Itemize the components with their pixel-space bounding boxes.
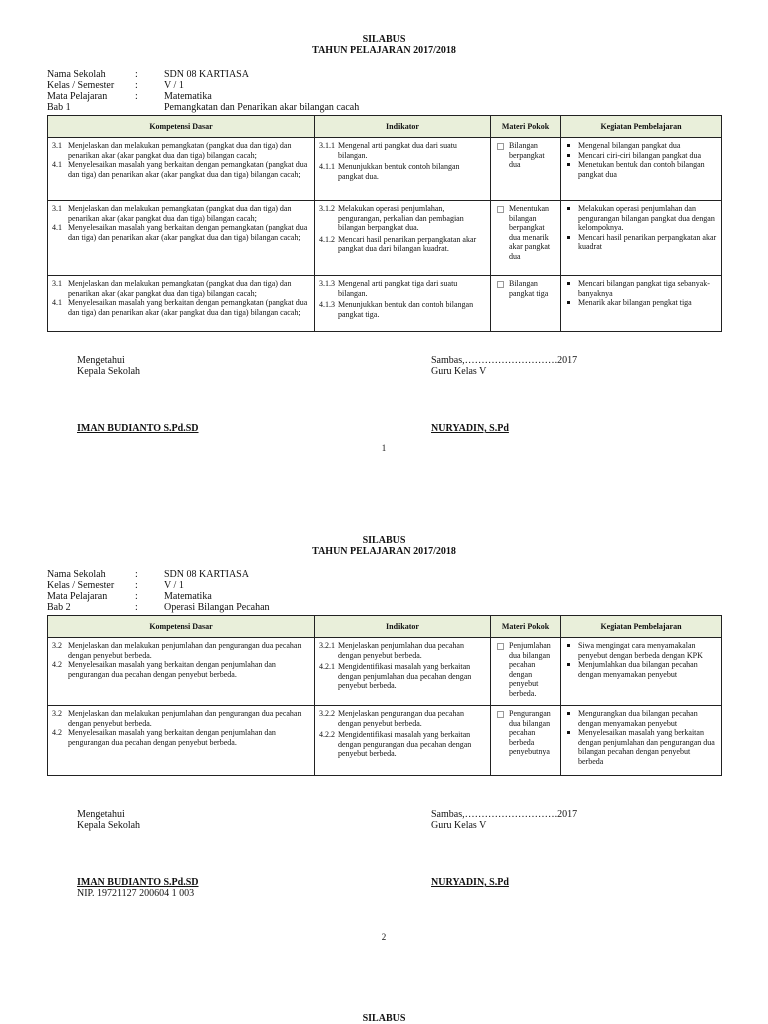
page-subtitle: TAHUN PELAJARAN 2017/2018 — [312, 45, 456, 56]
table-header: Materi Pokok — [491, 616, 561, 638]
indikator-cell: 3.2.2 Menjelaskan pengurangan dua pecahan dengan penyebut berbeda. 4.2.2 Mengidentifikasi masalah yang berkaitan dengan pengurangan dua pecahan dengan penyebut berbeda. — [315, 706, 491, 776]
kompetensi-cell: 3.2 Menjelaskan dan melakukan penjumlahan dan pengurangan dua pecahan dengan penyebut berbeda. 4.2 Menyelesaikan masalah yang berkaitan dengan penjumlahan dan pengurangan dua pecahan dengan penyebut berbeda. — [48, 706, 315, 776]
indikator-cell: 3.1.1 Mengenal arti pangkat dua dari suatu bilangan. 4.1.1 Menunjukkan bentuk contoh bilangan pangkat dua. — [315, 138, 491, 201]
bullet-icon — [567, 731, 570, 734]
bullet-icon — [567, 144, 570, 147]
info-label: Bab 2 — [47, 602, 71, 613]
list-item: Mencari hasil penarikan perpangkatan akar kuadrat — [565, 233, 717, 252]
kegiatan-cell — [561, 638, 722, 706]
materi-cell: Pengurangan dua bilangan pecahan berbeda penyebutnya — [491, 706, 561, 776]
table-header: Indikator — [315, 616, 491, 638]
page-title: SILABUS — [362, 535, 406, 546]
checkbox-icon — [497, 643, 504, 650]
signature-left: Mengetahui Kepala Sekolah — [77, 809, 141, 831]
list-item: Menarik akar bilangan pengkat tiga — [565, 298, 717, 308]
teacher-name: NURYADIN, S.Pd — [431, 423, 509, 434]
syllabus-table — [47, 615, 722, 776]
indikator-cell: 3.1.3 Mengenal arti pangkat tiga dari suatu bilangan. 4.1.3 Menunjukkan bentuk dan contoh bilangan pangkat tiga. — [315, 276, 491, 332]
checkbox-icon — [497, 711, 504, 718]
syllabus-table — [47, 115, 722, 332]
list-item: Siwa mengingat cara menyamakalan penyebut dengan berbeda dengan KPK — [565, 641, 717, 660]
page-title: SILABUS — [362, 34, 406, 45]
headmaster-nip: NIP. 19721127 200604 1 003 — [77, 888, 195, 899]
list-item: Menetukan bentuk dan contoh bilangan pangkat dua — [565, 160, 717, 179]
table-header: Kompetensi Dasar — [48, 616, 315, 638]
bullet-icon — [567, 207, 570, 210]
table-header: Kompetensi Dasar — [48, 116, 315, 138]
checkbox-icon — [497, 281, 504, 288]
info-value: Pemangkatan dan Penarikan akar bilangan cacah — [164, 102, 360, 113]
bullet-icon — [567, 712, 570, 715]
info-label: Kelas / Semester — [47, 80, 115, 91]
teacher-name: NURYADIN, S.Pd — [431, 877, 509, 888]
kegiatan-cell — [561, 138, 722, 201]
info-label: Mata Pelajaran — [47, 591, 108, 602]
info-value: V / 1 — [164, 80, 184, 91]
info-value: V / 1 — [164, 580, 184, 591]
page-number: 1 — [381, 443, 387, 453]
bullet-icon — [567, 301, 570, 304]
indikator-cell: 3.1.2 Melakukan operasi penjumlahan, pengurangan, perkalian dan pembagian bilangan berpangkat dua. 4.1.2 Mencari hasil penarikan perpangkatan akar pangkat dua dari bilangan kuadrat. — [315, 201, 491, 276]
materi-cell: Bilangan berpangkat dua — [491, 138, 561, 201]
signature-left: Mengetahui Kepala Sekolah — [77, 355, 141, 377]
kegiatan-cell — [561, 201, 722, 276]
signature-right: Sambas,……………………….2017 Guru Kelas V — [431, 809, 578, 831]
table-header: Indikator — [315, 116, 491, 138]
info-label: Nama Sekolah — [47, 569, 106, 580]
table-row — [48, 638, 722, 706]
materi-cell: Bilangan pangkat tiga — [491, 276, 561, 332]
info-value: SDN 08 KARTIASA — [164, 69, 249, 80]
table-row — [48, 276, 722, 332]
info-value: SDN 08 KARTIASA — [164, 569, 249, 580]
list-item: Mengenal bilangan pangkat dua — [565, 141, 717, 151]
kompetensi-cell: 3.1 Menjelaskan dan melakukan pemangkatan (pangkat dua dan tiga) dan penarikan akar (akar pangkat dua dan tiga) bilangan cacah; 4.1 Menyelesaikan masalah yang berkaitan dengan pemangkatan (pangkat dua dan tiga) dan penarikan akar (akar pangkat dua dan tiga) bilangan cacah; — [48, 201, 315, 276]
bullet-icon — [567, 663, 570, 666]
info-label: Kelas / Semester — [47, 580, 115, 591]
indikator-cell: 3.2.1 Menjelaskan penjumlahan dua pecahan dengan penyebut berbeda. 4.2.1 Mengidentifikasi masalah yang berkaitan dengan penjumlahan dua pecahan dengan penyebut berbeda. — [315, 638, 491, 706]
table-header: Kegiatan Pembelajaran — [561, 616, 722, 638]
headmaster-block — [77, 877, 199, 899]
bullet-icon — [567, 236, 570, 239]
table-row — [48, 138, 722, 201]
headmaster-name: IMAN BUDIANTO S.Pd.SD — [77, 877, 199, 888]
info-value: Matematika — [164, 91, 212, 102]
signature-right: Sambas,……………………….2017 Guru Kelas V — [431, 355, 578, 377]
list-item: Menyelesaikan masalah yang berkaitan dengan penjumlahan dan pengurangan dua bilangan pecahan dengan penyebut berbeda — [565, 728, 717, 766]
kompetensi-cell: 3.2 Menjelaskan dan melakukan penjumlahan dan pengurangan dua pecahan dengan penyebut berbeda. 4.2 Menyelesaikan masalah yang berkaitan dengan penjumlahan dan pengurangan dua pecahan dengan penyebut berbeda. — [48, 638, 315, 706]
list-item: Mencari ciri-ciri bilangan pangkat dua — [565, 151, 717, 161]
kegiatan-cell — [561, 706, 722, 776]
table-row — [48, 706, 722, 776]
checkbox-icon — [497, 143, 504, 150]
info-label: Nama Sekolah — [47, 69, 106, 80]
info-value: Operasi Bilangan Pecahan — [164, 602, 270, 613]
list-item: Melakukan operasi penjumlahan dan pengurangan bilangan pangkat dua dengan kelompoknya. — [565, 204, 717, 233]
materi-cell: Menentukan bilangan berpangkat dua menarik akar pangkat dua — [491, 201, 561, 276]
identity-block: Nama Sekolah : SDN 08 KARTIASA Kelas / Semester : V / 1 Mata Pelajaran : Matematika Bab 1 Pemangkatan dan Penarikan akar bilangan cacah — [47, 69, 360, 113]
kegiatan-cell — [561, 276, 722, 332]
kompetensi-cell: 3.1 Menjelaskan dan melakukan pemangkatan (pangkat dua dan tiga) dan penarikan akar (akar pangkat dua dan tiga) bilangan cacah; 4.1 Menyelesaikan masalah yang berkaitan dengan pemangkatan (pangkat dua dan tiga) dan penarikan akar (akar pangkat dua dan tiga) bilangan cacah; — [48, 276, 315, 332]
table-row — [48, 201, 722, 276]
info-label: Bab 1 — [47, 102, 71, 113]
table-header: Materi Pokok — [491, 116, 561, 138]
materi-cell: Penjumlahan dua bilangan pecahan dengan penyebut berbeda. — [491, 638, 561, 706]
list-item: Mencari bilangan pangkat tiga sebanyak-banyaknya — [565, 279, 717, 298]
checkbox-icon — [497, 206, 504, 213]
kompetensi-cell: 3.1 Menjelaskan dan melakukan pemangkatan (pangkat dua dan tiga) dan penarikan akar (akar pangkat dua dan tiga) bilangan cacah; 4.1 Menyelesaikan masalah yang berkaitan dengan pemangkatan (pangkat dua dan tiga) dan penarikan akar (akar pangkat dua dan tiga) bilangan cacah; — [48, 138, 315, 201]
bullet-icon — [567, 154, 570, 157]
page-subtitle: TAHUN PELAJARAN 2017/2018 — [312, 546, 456, 557]
list-item: Mengurangkan dua bilangan pecahan dengan menyamakan penyebut — [565, 709, 717, 728]
page-number: 2 — [381, 932, 387, 942]
page-title: SILABUS — [362, 1013, 406, 1024]
bullet-icon — [567, 644, 570, 647]
list-item: Menjumlahkan dua bilangan pecahan dengan menyamakan penyebut — [565, 660, 717, 679]
bullet-icon — [567, 282, 570, 285]
headmaster-name: IMAN BUDIANTO S.Pd.SD — [77, 423, 199, 434]
info-value: Matematika — [164, 591, 212, 602]
table-header: Kegiatan Pembelajaran — [561, 116, 722, 138]
identity-block: Nama Sekolah : SDN 08 KARTIASA Kelas / Semester : V / 1 Mata Pelajaran : Matematika Bab 2 : Operasi Bilangan Pecahan — [47, 569, 270, 613]
bullet-icon — [567, 163, 570, 166]
info-label: Mata Pelajaran — [47, 91, 108, 102]
